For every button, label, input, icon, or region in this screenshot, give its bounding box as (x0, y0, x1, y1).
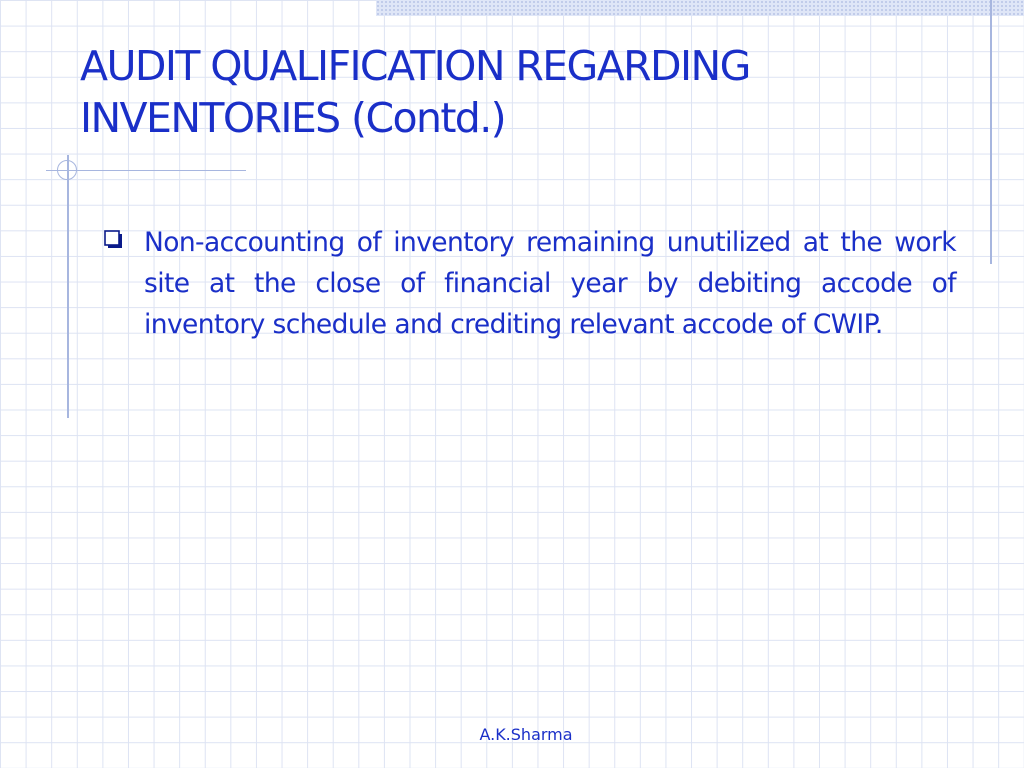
decorative-top-band (376, 0, 1024, 16)
decorative-right-rule (990, 0, 992, 264)
decorative-left-rule (67, 155, 69, 418)
footer-author: A.K.Sharma (479, 725, 573, 744)
checkbox-bullet-icon (104, 230, 123, 249)
slide-title-line-1: AUDIT QUALIFICATION REGARDING (80, 42, 750, 90)
slide-footer (0, 724, 1024, 746)
bullet-text: Non-accounting of inventory remaining unutilized at the work site at the close of financial year by debiting accode of inventory schedule and crediting relevant accode of CWIP. (144, 227, 956, 340)
bullet-item (104, 222, 956, 345)
slide-title-line-2: INVENTORIES (Contd.) (80, 94, 506, 142)
decorative-circle-mark (57, 160, 77, 180)
slide-title (80, 40, 980, 144)
